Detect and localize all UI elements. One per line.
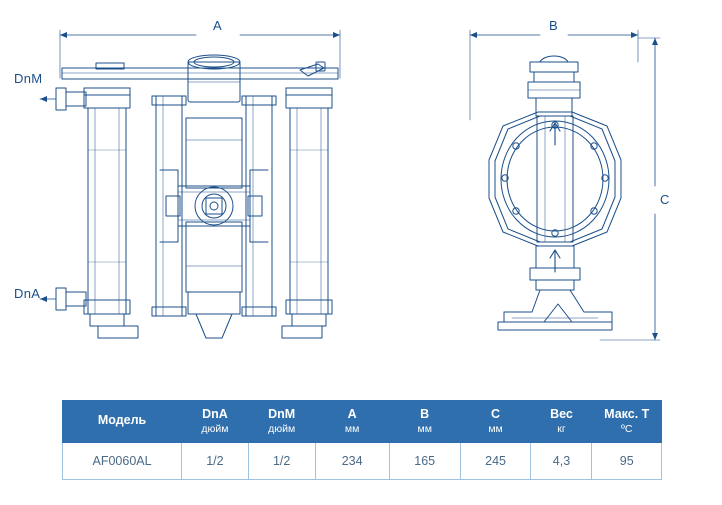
- cell-b: 165: [389, 443, 460, 480]
- dimension-label-b: B: [549, 18, 558, 33]
- header-dna-title: DnA: [202, 407, 228, 421]
- front-view-pump: [40, 30, 340, 338]
- dimension-line-b: [470, 30, 638, 120]
- header-weight-unit: кг: [557, 423, 566, 436]
- header-b: [389, 401, 460, 443]
- header-c-unit: мм: [488, 423, 503, 436]
- port-label-dnm: DnM: [14, 71, 43, 86]
- header-a-title: A: [347, 407, 357, 421]
- header-a: [315, 401, 389, 443]
- header-dna-unit: дюйм: [201, 423, 229, 436]
- header-c-title: C: [491, 407, 501, 421]
- port-dna: [40, 288, 86, 310]
- header-b-unit: мм: [417, 423, 432, 436]
- header-max-temp-unit: ºC: [621, 423, 633, 436]
- header-weight-title: Вес: [550, 407, 573, 421]
- header-weight: [531, 401, 592, 443]
- table-header-row: [63, 401, 662, 443]
- port-label-dna: DnA: [14, 286, 41, 301]
- table-row: [63, 443, 662, 480]
- cell-c: 245: [460, 443, 531, 480]
- specification-table: [62, 400, 662, 480]
- cell-dna: 1/2: [182, 443, 249, 480]
- cell-dnm: 1/2: [248, 443, 315, 480]
- header-max-temp-title: Макс. T: [604, 407, 650, 421]
- cell-weight: 4,3: [531, 443, 592, 480]
- dimension-line-c: [600, 38, 660, 340]
- header-dnm: [248, 401, 315, 443]
- cell-model: AF0060AL: [63, 443, 182, 480]
- header-max-temp: [592, 401, 662, 443]
- header-c: [460, 401, 531, 443]
- dimension-label-c: C: [660, 192, 670, 207]
- header-model: [63, 401, 182, 443]
- dimension-line-a: [60, 30, 340, 78]
- header-dna: [182, 401, 249, 443]
- cell-max-temp: 95: [592, 443, 662, 480]
- header-dnm-unit: дюйм: [268, 423, 296, 436]
- dimension-label-a: A: [213, 18, 222, 33]
- port-dnm: [40, 88, 86, 110]
- header-model-title: Модель: [97, 413, 147, 428]
- header-a-unit: мм: [344, 423, 360, 436]
- header-dnm-title: DnM: [268, 407, 296, 421]
- header-b-title: B: [420, 407, 430, 421]
- cell-a: 234: [315, 443, 389, 480]
- side-view-pump: [470, 30, 660, 340]
